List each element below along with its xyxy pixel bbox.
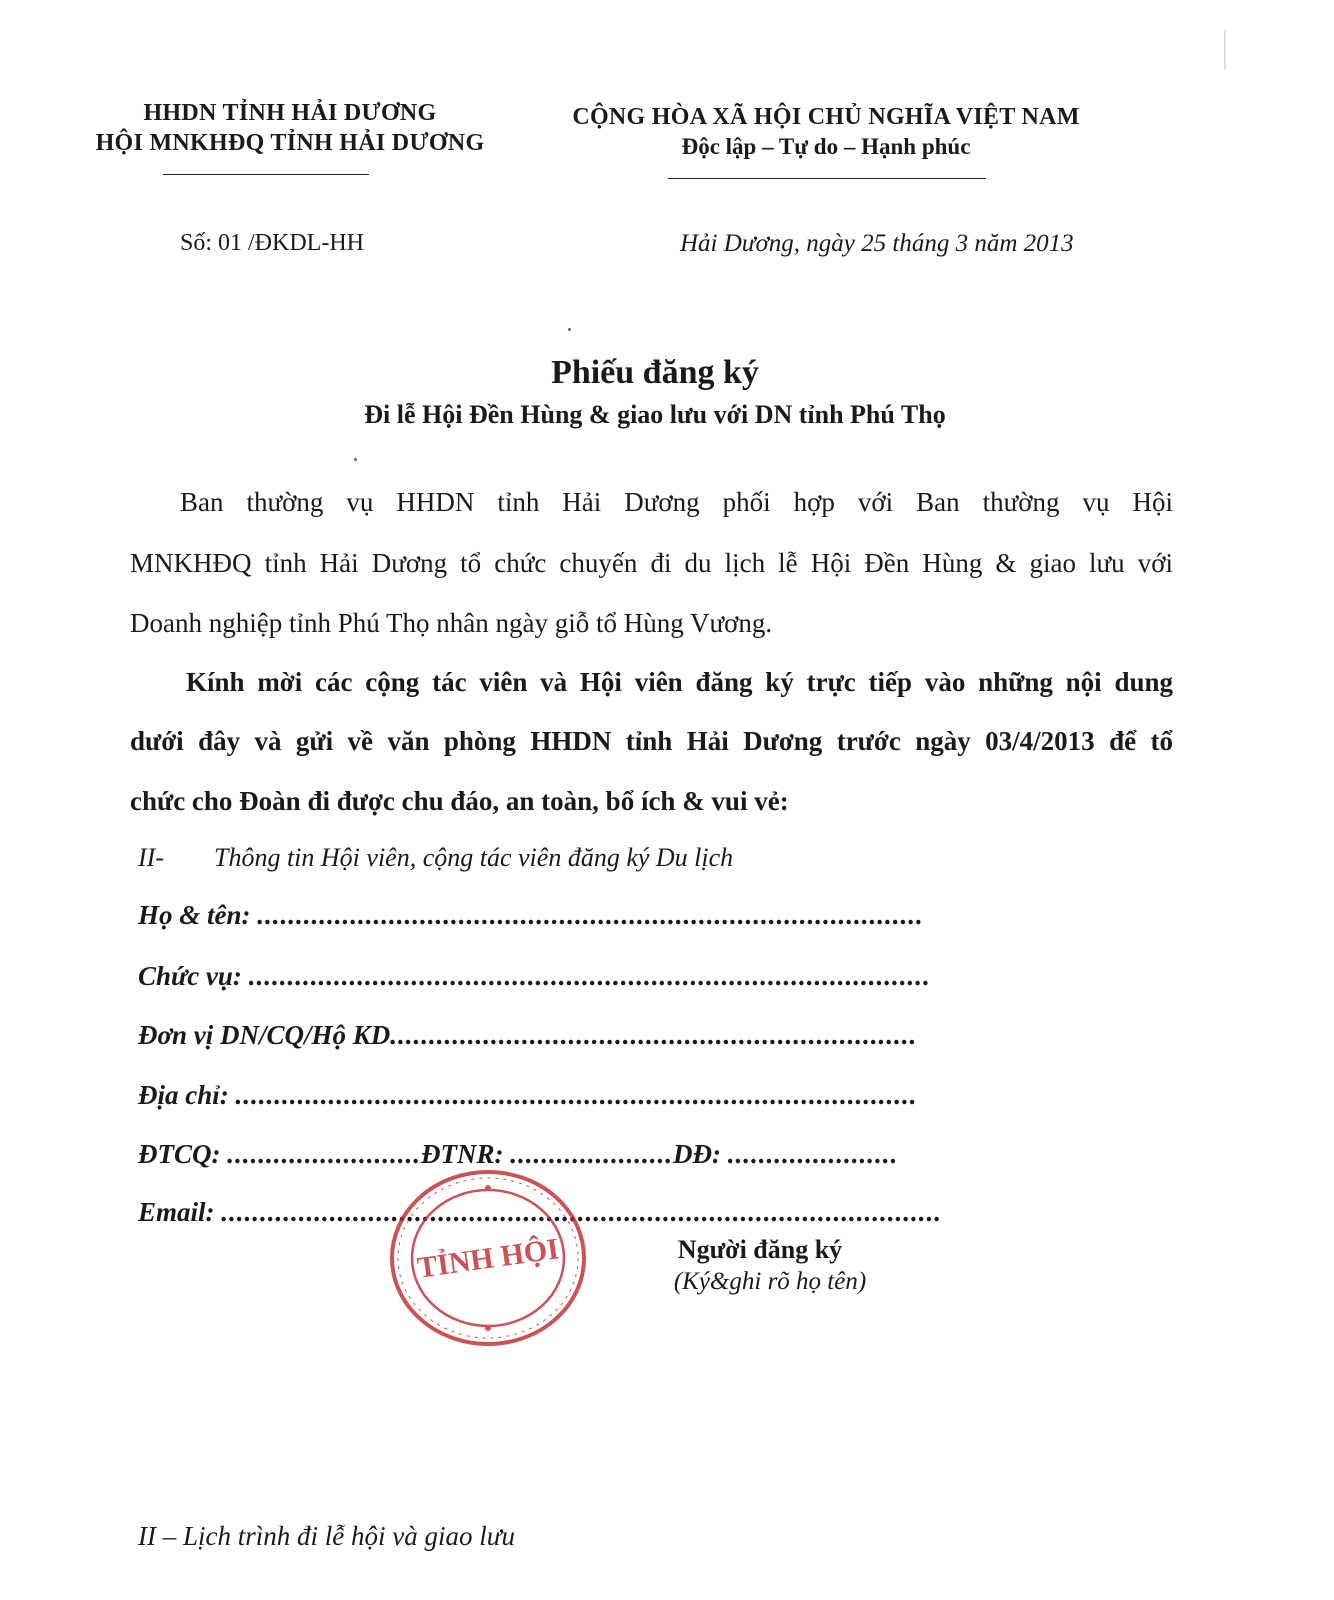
- national-motto: Độc lập – Tự do – Hạnh phúc: [681, 134, 971, 159]
- unit-fill-line[interactable]: ....................................................................: [390, 1020, 918, 1050]
- seal-text: TỈNH HỘI: [415, 1232, 561, 1285]
- org-name-line2: HỘI MNKHĐQ TỈNH HẢI DƯƠNG: [95, 130, 485, 156]
- phone-row: [138, 1139, 898, 1170]
- office-phone-fill-line[interactable]: .........................: [227, 1139, 421, 1169]
- form-subtitle: Đi lễ Hội Đền Hùng & giao lưu với DN tỉnh Phú Thọ: [364, 400, 946, 429]
- seal-graphic: [388, 1168, 588, 1348]
- document-number: Số: 01 /ĐKDL-HH: [180, 230, 364, 256]
- home-phone-fill-line[interactable]: .....................: [510, 1139, 673, 1169]
- position-field[interactable]: [138, 961, 931, 992]
- national-title: CỘNG HÒA XÃ HỘI CHỦ NGHĨA VIỆT NAM: [572, 104, 1080, 130]
- scan-speck: [568, 328, 571, 331]
- email-label: Email:: [138, 1197, 215, 1227]
- name-fill-line[interactable]: ......................................................................................: [257, 900, 924, 930]
- mobile-fill-line[interactable]: ......................: [727, 1139, 899, 1169]
- address-field[interactable]: [138, 1080, 918, 1111]
- left-header-rule: [163, 174, 369, 175]
- intro-line-1: Ban thường vụ HHDN tỉnh Hải Dương phối hợp với Ban thường vụ Hội: [180, 487, 1173, 517]
- invite-line-1: Kính mời các cộng tác viên và Hội viên đăng ký trực tiếp vào những nội dung: [186, 667, 1173, 697]
- signer-note[interactable]: (Ký&ghi rõ họ tên): [673, 1268, 867, 1295]
- section-number: II-: [138, 843, 164, 872]
- form-title: Phiếu đăng ký: [551, 354, 759, 391]
- section-heading: Thông tin Hội viên, cộng tác viên đăng ký Du lịch: [214, 843, 734, 872]
- office-phone-label: ĐTCQ:: [138, 1139, 221, 1169]
- unit-label: Đơn vị DN/CQ/Hộ KD: [138, 1020, 391, 1050]
- unit-field[interactable]: [138, 1020, 917, 1051]
- address-label: Địa chỉ:: [138, 1080, 229, 1110]
- position-fill-line[interactable]: ........................................................................................: [248, 961, 931, 991]
- place-and-date: Hải Dương, ngày 25 tháng 3 năm 2013: [680, 230, 1074, 257]
- right-header-rule: [668, 178, 986, 179]
- scan-speck: [354, 458, 357, 461]
- intro-line-2: MNKHĐQ tỉnh Hải Dương tổ chức chuyến đi du lịch lễ Hội Đền Hùng & giao lưu với: [130, 548, 1173, 578]
- scan-edge-mark: [1224, 30, 1226, 70]
- signer-label: Người đăng ký: [677, 1235, 843, 1264]
- position-label: Chức vụ:: [138, 961, 242, 991]
- name-field[interactable]: [138, 900, 924, 931]
- home-phone-label: ĐTNR:: [421, 1139, 504, 1169]
- name-label: Họ & tên:: [138, 900, 251, 930]
- email-fill-line[interactable]: .............................................................................................: [221, 1197, 943, 1227]
- invite-line-3: chức cho Đoàn đi được chu đáo, an toàn, bổ ích & vui vẻ:: [130, 786, 789, 816]
- mobile-label: DĐ:: [673, 1139, 721, 1169]
- intro-line-3: Doanh nghiệp tỉnh Phú Thọ nhân ngày giỗ tổ Hùng Vương.: [130, 608, 773, 638]
- red-seal-stamp: [388, 1168, 588, 1348]
- invite-line-2: dưới đây và gửi về văn phòng HHDN tỉnh Hải Dương trước ngày 03/4/2013 để tổ: [130, 726, 1173, 756]
- address-fill-line[interactable]: ........................................................................................: [235, 1080, 918, 1110]
- org-name-line1: HHDN TỈNH HẢI DƯƠNG: [143, 100, 437, 126]
- schedule-heading: II – Lịch trình đi lễ hội và giao lưu: [138, 1521, 515, 1551]
